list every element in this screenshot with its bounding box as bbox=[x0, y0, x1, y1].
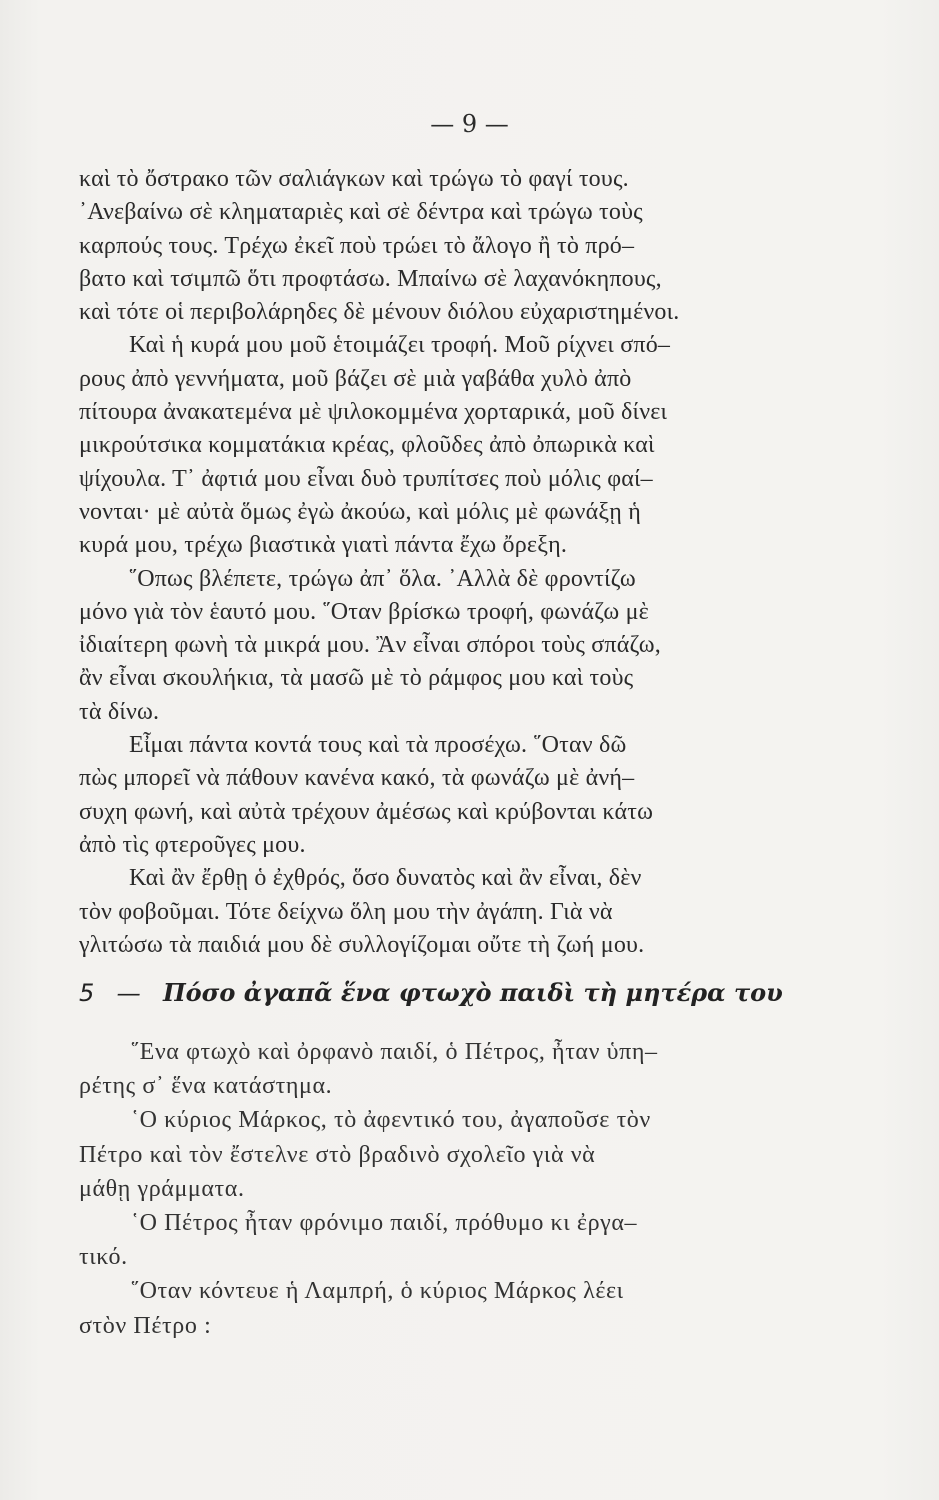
text-line: γλιτώσω τὰ παιδιά μου δὲ συλλογίζομαι οὔτε τὴ ζωή μου. bbox=[79, 931, 645, 958]
text-line: ᾿Ανεβαίνω σὲ κληματαριὲς καὶ σὲ δέντρα καὶ τρώγω τοὺς bbox=[79, 199, 643, 226]
section-number: 5 bbox=[79, 979, 95, 1007]
text-line: καὶ τὸ ὄστρακο τῶν σαλιάγκων καὶ τρώγω τὸ φαγί τους. bbox=[79, 166, 629, 192]
text-line: μόνο γιὰ τὸν ἑαυτό μου. ῞Οταν βρίσκω τροφή, φωνάζω μὲ bbox=[79, 598, 649, 625]
text-line: ῞Ενα φτωχὸ καὶ ὀρφανὸ παιδί, ὁ Πέτρος, ἦταν ὑπη– bbox=[131, 1039, 658, 1065]
text-line: ῞Οταν κόντευε ἡ Λαμπρή, ὁ κύριος Μάρκος λέει bbox=[131, 1278, 624, 1305]
text-line: Πέτρο καὶ τὸν ἔστελνε στὸ βραδινὸ σχολεῖο γιὰ νὰ bbox=[79, 1141, 596, 1168]
text-line: πίτουρα ἀνακατεμένα μὲ ψιλοκομμένα χορταρικά, μοῦ δίνει bbox=[79, 399, 668, 426]
text-line: συχη φωνή, καὶ αὐτὰ τρέχουν ἀμέσως καὶ κρύβονται κάτω bbox=[79, 798, 654, 825]
text-line: στὸν Πέτρο : bbox=[79, 1312, 212, 1339]
text-line: μικρούτσικα κομματάκια κρέας, φλοῦδες ἀπὸ ὀπωρικὰ καὶ bbox=[79, 432, 655, 459]
text-line: ἂν εἶναι σκουλήκια, τὰ μασῶ μὲ τὸ ράμφος μου καὶ τοὺς bbox=[79, 665, 634, 692]
text-line: ρέτης σ᾿ ἕνα κατάστημα. bbox=[79, 1073, 333, 1100]
text-line: καὶ τότε οἱ περιβολάρηδες δὲ μένουν διόλου εὐχαριστημένοι. bbox=[79, 299, 680, 326]
text-line: ψίχουλα. Τ᾿ ἀφτιά μου εἶναι δυὸ τρυπίτσες ποὺ μόλις φαί– bbox=[79, 465, 653, 492]
text-line: ῾Ο κύριος Μάρκος, τὸ ἀφεντικό του, ἀγαποῦσε τὸν bbox=[131, 1107, 651, 1134]
text-line: ἀπὸ τὶς φτεροῦγες μου. bbox=[79, 831, 306, 858]
section-title: Πόσο ἀγαπᾶ ἕνα φτωχὸ παιδὶ τὴ μητέρα του bbox=[163, 978, 783, 1007]
text-line: ρους ἀπὸ γεννήματα, μοῦ βάζει σὲ μιὰ γαβάθα χυλὸ ἀπὸ bbox=[79, 365, 632, 392]
text-line: μάθῃ γράμματα. bbox=[79, 1175, 245, 1202]
text-line: κυρά μου, τρέχω βιαστικὰ γιατὶ πάντα ἔχω ὄρεξη. bbox=[79, 532, 568, 559]
text-line: Καὶ ἡ κυρά μου μοῦ ἑτοιμάζει τροφή. Μοῦ ρίχνει σπό– bbox=[129, 332, 671, 359]
text-line: τὰ δίνω. bbox=[79, 698, 160, 725]
story-text bbox=[79, 1035, 801, 1343]
text-line: βατο καὶ τσιμπῶ ὅτι προφτάσω. Μπαίνω σὲ λαχανόκηπους, bbox=[79, 265, 662, 292]
text-line: ἰδιαίτερη φωνὴ τὰ μικρά μου. Ἂν εἶναι σπόροι τοὺς σπάζω, bbox=[79, 632, 661, 659]
text-line: Εἶμαι πάντα κοντά τους καὶ τὰ προσέχω. ῞Οταν δῶ bbox=[129, 732, 627, 759]
text-line: τὸν φοβοῦμαι. Τότε δείχνω ὅλη μου τὴν ἀγάπη. Γιὰ νὰ bbox=[79, 898, 613, 925]
text-line: καρπούς τους. Τρέχω ἐκεῖ ποὺ τρώει τὸ ἄλογο ἢ τὸ πρό– bbox=[79, 232, 635, 259]
section-heading bbox=[79, 978, 801, 1007]
text-line: ῞Οπως βλέπετε, τρώγω ἀπ᾿ ὅλα. ᾿Αλλὰ δὲ φροντίζω bbox=[129, 565, 636, 592]
text-line: ῾Ο Πέτρος ἦταν φρόνιμο παιδί, πρόθυμο κι ἐργα– bbox=[131, 1209, 638, 1236]
text-line: πὼς μπορεῖ νὰ πάθουν κανένα κακό, τὰ φωνάζω μὲ ἀνή– bbox=[79, 765, 635, 792]
page-number: — 9 — bbox=[430, 110, 509, 138]
body-text bbox=[79, 163, 801, 962]
section-dash: — bbox=[116, 979, 141, 1007]
text-line: τικό. bbox=[79, 1244, 128, 1271]
text-line: Καὶ ἂν ἔρθῃ ὁ ἐχθρός, ὅσο δυνατὸς καὶ ἂν εἶναι, δὲν bbox=[129, 865, 642, 892]
text-line: νονται· μὲ αὐτὰ ὅμως ἐγὼ ἀκούω, καὶ μόλις μὲ φωνάξῃ ἡ bbox=[79, 498, 641, 525]
